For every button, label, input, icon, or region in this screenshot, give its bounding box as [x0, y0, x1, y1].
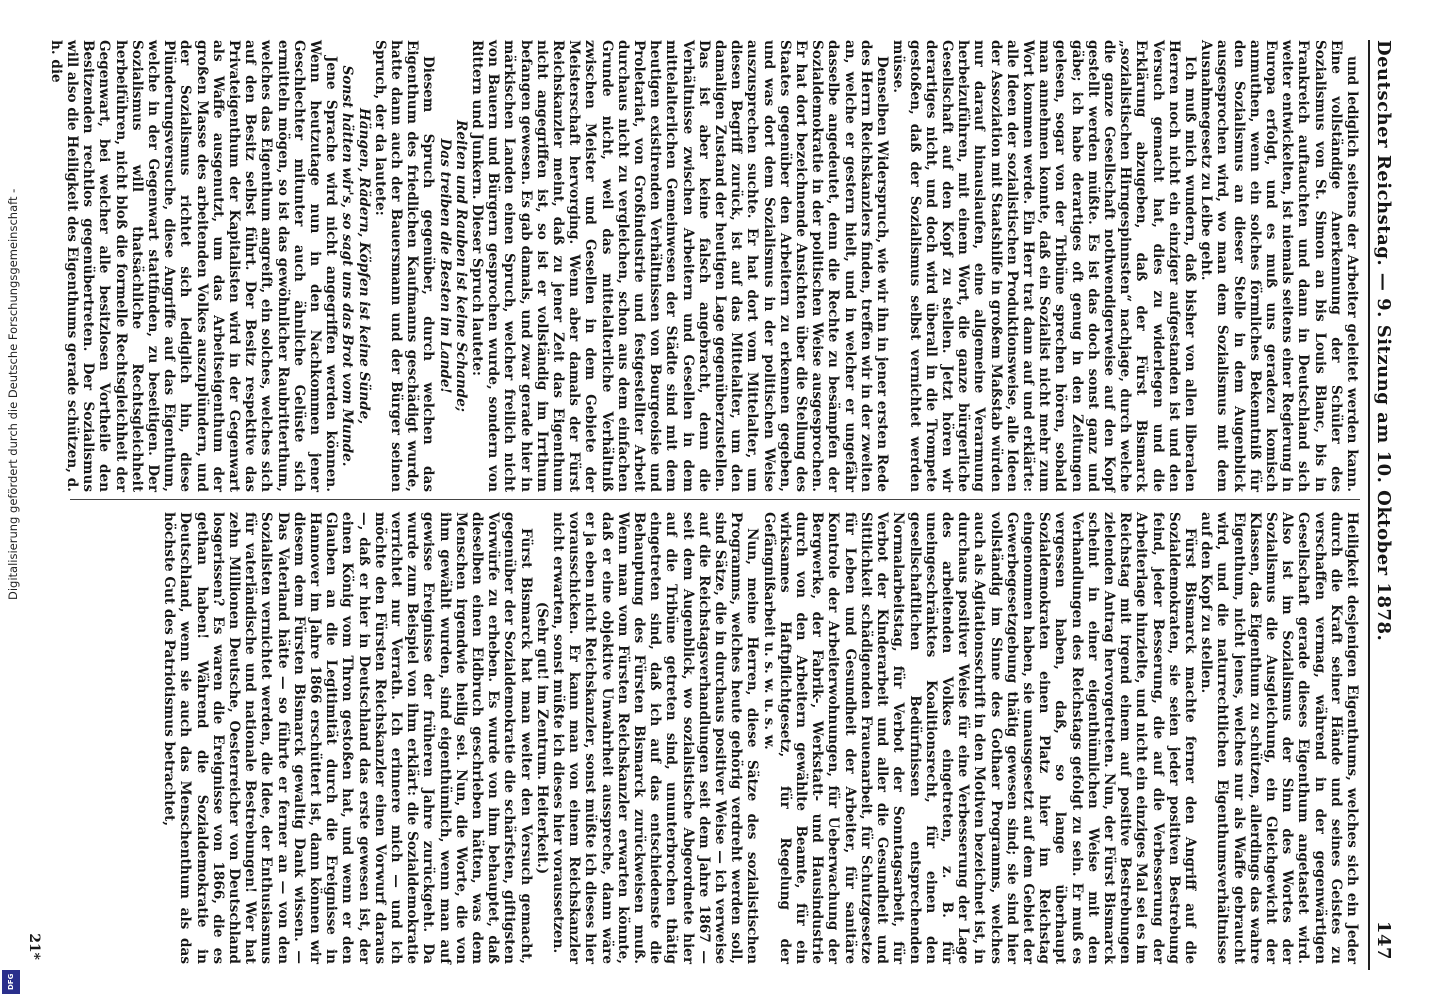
left-column	[47, 40, 1360, 492]
header-title: Deutscher Reichstag. — 9. Sitzung am 10. Oktober 1878.	[1373, 40, 1394, 642]
verse-line: Sonst hätten wir's, so sagt uns das Brot vom Munde.	[339, 65, 356, 467]
paragraph: Denselben Widerspruch, wie wir ihn in jener ersten Rede des Herrn Reichskanzlers finden, treffen wir in der zweiten an, welche er gestern hielt, und in welcher er ungefähr dasselbe angedeutet, denn die Rechte zu besämpfen der Sozialdemokratie in der politischen Weise ausgesprochen. Er hat dort bezeichnende Ansichten über die Stellung des Staates gegenüber den Arbeitern zu erkennen gegeben, und was dort dem Sozialismus in der politischen Weise auszusprechen suchte. Er hat dort vom Mittelalter, um diesen Begriff zurück, ist auf das Mittelalter, um den damaligen Zustand der heutigen Lage gegenüberzustellen. Das ist aber keine falsch angebracht, denn die Verhältnisse zwischen Arbeitern und Gesellen in dem mittelalterlichen Gemeinwesen der Städte sind mit dem heutigen existirenden Verhältnissen von Bourgeoisie und Proletariat, von Großindustrie und festgestellter Arbeit durchaus nicht zu vergleichen, schon aus dem einfachen Grunde nicht, weil das mittelalterliche Verhältniß zwischen Meister und Gesellen in dem Gebiete der Meisterschaft hervorging. Wenn aber damals der Fürst Reichskanzler meint, daß zu jener Zeit das Eigenthum nicht angegriffen ist, so ist er vollständig im Irrthum befangen gewesen. Es gab damals, und zwar gerade hier in märkischen Landen einen Spruch, welcher freilich nicht von Bauern und Bürgern gesprochen wurde, sondern von Rittern und Junkern. Dieser Spruch lautete:	[469, 40, 891, 492]
paragraph: Fürst Bismarck machte ferner den Angriff auf die Sozialdemokraten, sie seien jeder positiven Bestrebung feind, jeder Besserung, die auf die Verbesserung der Arbeiterlage hinzielte, und nicht ein einziges Mal sei es im Reichstag mit irgend einem auf positive Bestrebungen zielenden Antrag hervorgetreten. Nun, der Fürst Bismarck scheint in einer eigenthümlichen Weise mit den Verhandlungen des Reichstags gefolgt zu sein. Er muß es vergessen haben, daß, so lange überhaupt Sozialdemokraten einen Platz hier im Reichstag eingenommen haben, sie unausgesetzt auf dem Gebiet der Gewerbegesetzgebung thätig gewesen sind; sie sind hier vollständig im Sinne des Gothaer Programms, welches auch als Agitationsschrift in den Motiven bezeichnet ist, in durchaus positiver Weise für eine Verbesserung der Lage des arbeitenden Volkes eingetreten, z. B. für uneingeschränktes Koalitionsrecht, für einen den gesellschaftlichen Bedürfnissen entsprechenden Normalarbeitstag, für Verbot der Sonntagsarbeit, für Verbot der Kinderarbeit und aller die Gesundheit und Sittlichkeit schädigenden Frauenarbeit, für Schutzgesetze für Leben und Gesundheit der Arbeiter, für sanitäre Kontrole der Arbeiterwohnungen, für Ueberwachung der Bergwerke, der Fabrik-, Werkstatt- und Hausindustrie durch von den Arbeitern gewählte Beamte, für ein wirksames Haftpflichtgesetz, für Regelung der Gefängnißarbeit u. s. w. u. s. w.	[760, 512, 1198, 964]
paragraph: Fürst Bismarck hat man weiter den Versuch gemacht, gegenüber der Sozialdemokratie die schärfsten, giftigsten Vorwürfe zu erheben. Es wurde von ihm behauptet, daß dieselben einen Eidbruch geschrieben hätten, was dem Menschen irgendwie heilig sei. Nun, die Worte, die von ihm gewählt wurden, sind eigenthümlich, wenn man auf gewisse Ereignisse der früheren Jahre zurückgeht. Da wurde zum Beispiel von ihm erklärt: die Sozialdemokratie verrichtet nur Verrath. Ich erinnere mich — und ich möchte den Fürsten Reichskanzler einen Vorwurf daraus —, daß er hier in Deutschland das erste gewesen ist, der einen König vom Thron gestoßen hat, und wenn er den Glauben an die Legitimität durch die Ereignisse in Hannover im Jahre 1866 erschüttert ist, dann können wir diesem dem Fürsten Bismarck gewaltig Dank wissen. — Das Vaterland hätte — so führte er ferner an — von den Sozialisten vernichtet werden, die Idee, der Enthusiasmus für vaterländische und nationale Bestrebungen! Wer hat zehn Millionen Deutsche, Oesterreicher von Deutschland losgerissen? Es waren die Ereignisse von 1866, die es gethan haben! Während die Sozialdemokratie in Deutschland, wenn sie auch das Menschenthum als das höchste Gut des Patriotismus betrachtet,	[161, 512, 534, 964]
stage-direction: (Sehr gut! im Zentrum. Heiterkeit.)	[533, 601, 550, 875]
dfg-logo-icon: DFG	[2, 970, 20, 994]
right-column	[70, 512, 1360, 964]
paragraph: Nun, meine Herren, diese Sätze des sozialistischen Programms, welches heute gehörig verdreht werden soll, sind Sätze, die in durchaus positiver Weise — ich verweise auf die Reichstagsverhandlungen seit dem Jahre 1867 — seit dem Augenblick, wo sozialistische Abgeordnete hier auf die Tribüne getreten sind, ununterbrochen thätig eingetreten sind, daß ich auf das entschiedenste die Behauptung des Fürsten Bismarck zurückweisen muß. Wenn man vom Fürsten Reichskanzler erwarten könnte, daß er eine objektive Unwahrheit ausspreche, dann wäre er ja eben nicht Reichskanzler, sonst müßte ich dieses hier vorausschicken. Er kann man von einem Reichskanzler nicht erwarten, sonst müßte ich dieses hier voraussetzen.	[550, 512, 761, 964]
verse-line: Hängen, Rädern, Köpfen ist keine Sünde,	[355, 107, 372, 425]
paragraph: Diesem Spruch gegenüber, durch welchen das Eigenthum des friedlichen Kaufmanns geschädigt wurde, hatte dann auch der Bauersmann und der Bürger seinen Spruch, der da lautete:	[371, 40, 437, 492]
paragraph: Ich muß mich wundern, daß bisher von allen liberalen Herren noch nicht ein einziger aufgestanden ist und den Versuch gemacht hat, dies zu widerlegen und die Erklärung abzugeben, daß der Fürst Bismarck „sozialistischen Hirngespinnsten“ nachjage, durch welche die ganze Gesellschaft nothwendigerweise auf den Kopf gestellt werden müßte. Es ist das doch sonst ganz und gäbe; ich habe derartiges oft genug in den Zeitungen gelesen, sogar von der Tribüne sprechen hören, sobald man annehmen konnte, daß ein Sozialist nicht mehr zum Wort kommen werde. Ein Herr trat dann auf und erklärte: alle Ideen der sozialistischen Produktionsweise, alle Ideen der Assoziation mit Staatshilfe in großem Maßstab würden nur darauf hinauslaufen, eine allgemeine Verarmung herbeizuführen, mit einem Wort, die ganze bürgerliche Gesellschaft auf den Kopf zu stellen. Jetzt hören wir derartiges nicht, und doch wird überall in die Trompete gestoßen, daß der Sozialismus selbst vernichtet werden müsse.	[890, 40, 1198, 492]
paragraph: Jene Sprache wird nicht angegriffen werden können. Wenn heutzutage nun in den Nachkommen jener Geschlechter mitunter auch ähnliche Gelüste sich ermitteln mögen, so ist das gewöhnlicher Raubritterthum, welches das Eigenthum angreift, ein solches, welches sich auf den Besitz selbst führt. Der Besitz respektive das Privateigenthum der Kapitalisten wird in der Gegenwart als Waffe ausgenutzt, um das Arbeitseigenthum der großen Masse des arbeitenden Volkes auszuplündern, und der Sozialismus richtet sich lediglich hin, diese Plünderungsversuche, diese Angriffe auf das Eigenthum, welche in der Gegenwart stattfinden, zu beseitigen. Der Sozialismus will thatsächliche Rechtsgleichheit herbeiführen, nicht bloß die formelle Rechtsgleichheit der Gegenwart, bei welcher alle besitzlosen Vortheile den Besitzenden rechtlos gegenübertreten. Der Sozialismus will also die Heiligkeit des Eigenthums gerade schützen, d. h. die	[47, 40, 340, 492]
verse-line: Das treiben die Besten im Lande!	[436, 138, 453, 394]
page-header	[1368, 40, 1394, 970]
verse-line: Reiten und Rauben ist keine Schande;	[452, 120, 469, 412]
paragraph: und lediglich seitens der Arbeiter geleitet werden kann. Eine vollständige Anerkennung der Schüler des Sozialismus von St. Simon an bis Louis Blanc, bis in Frankreich auftauchten und dann in Deutschland sich weiter entwickelten, ist niemals seitens einer Regierung in Europa erfolgt, und es muß uns geradezu komisch anmuthen, wenn ein solches förmliches Bekenntniß für den Sozialismus an dieser Stelle in dem Augenblick ausgesprochen wird, wo man dem Sozialismus mit dem Ausnahmegesetz zu Leibe geht.	[1198, 40, 1360, 492]
paragraph: Heiligkeit desjenigen Eigenthums, welches sich ein Jeder durch die Kraft seiner Hände und seines Geistes zu verschaffen vermag, während in der gegenwärtigen Gesellschaft gerade dieses Eigenthum angetastet wird. Also ist im Sozialismus der Sinn des Wortes der Sozialismus die Ausgleichung, ein Gleichgewicht der Klassen, das Eigenthum zu schützen, allerdings das wahre Eigenthum, nicht jenes, welches nur als Waffe gebraucht wird, und die naturrechtlichen Eigenthumsverhältnisse auf den Kopf zu stellen.	[1198, 512, 1360, 964]
funder-note: Digitalisierung gefördert durch die Deutsche Forschungsgemeinschaft -	[6, 188, 20, 600]
signature-mark: 21*	[26, 933, 42, 960]
page-number: 147	[1373, 920, 1394, 960]
column-divider	[70, 499, 1360, 500]
